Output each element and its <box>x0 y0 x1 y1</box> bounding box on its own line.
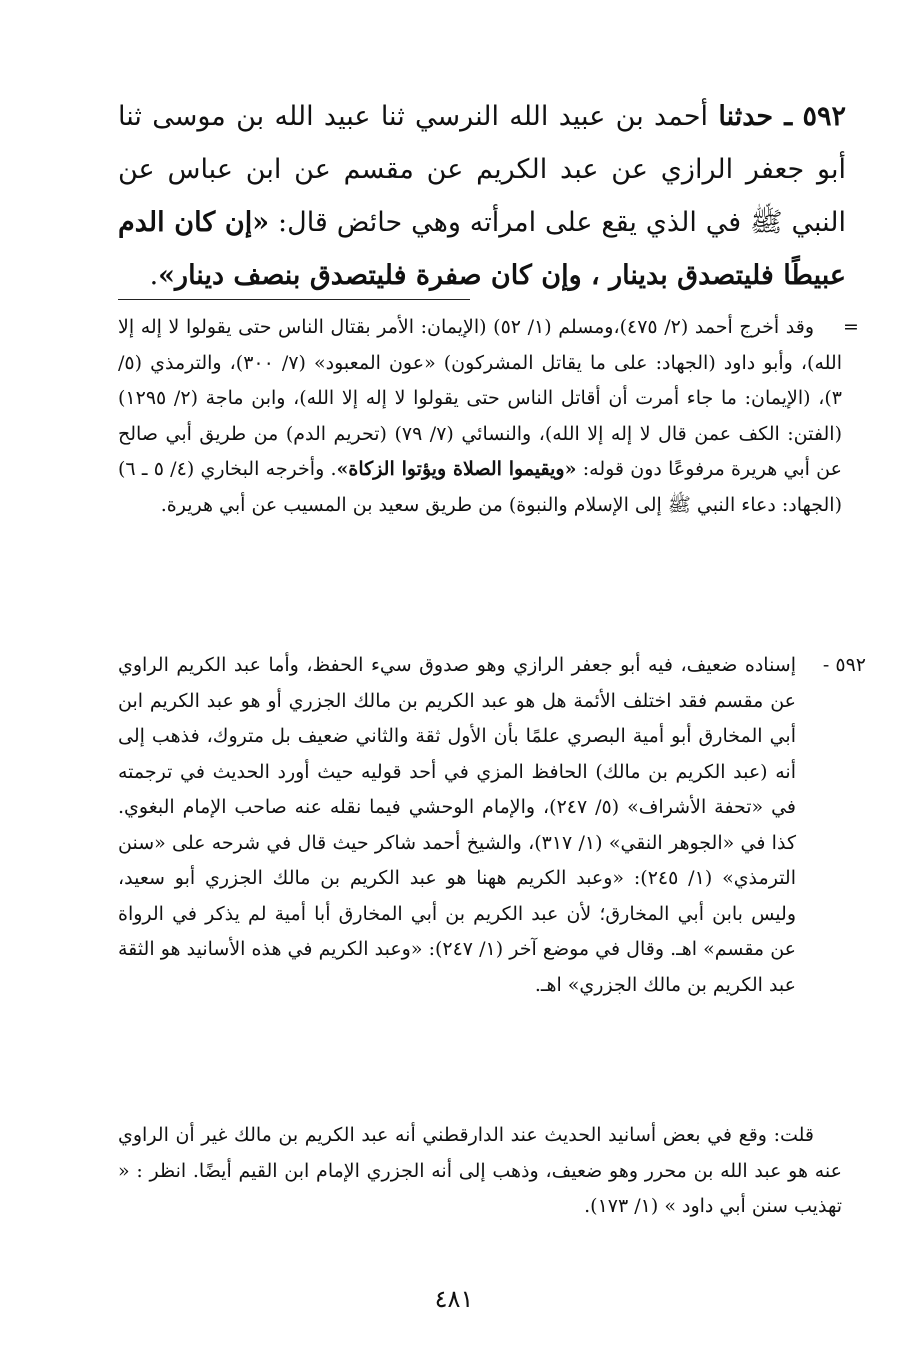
footnote-comment <box>118 1118 842 1225</box>
hadith-end: . <box>149 260 159 291</box>
page-number: ٤٨١ <box>434 1285 474 1313</box>
footnote-continuation <box>118 310 859 523</box>
hadith-number: ٥٩٢ <box>802 101 846 132</box>
continuation-text-2: . وأخرجه البخاري (٤/ ٥ ـ ٦) (الجهاد: دعاء النبي ﷺ إلى الإسلام والنبوة) من طريق سعيد بن المسيب عن أبي هريرة. <box>118 458 842 516</box>
continuation-text-1: وقد أخرج أحمد (٢/ ٤٧٥)،ومسلم (١/ ٥٢) (الإيمان: الأمر بقتال الناس حتى يقولوا لا إله إلا الله)، وأبو داود (الجهاد: على ما يقاتل المشركون) «عون المعبود» (٧/ ٣٠٠)، والترمذي (٥/ ٣)، (الإيمان: ما جاء أمرت أن أقاتل الناس حتى يقولوا لا إله إلا الله)، وابن ماجة (٢/ ١٢٩٥) (الفتن: الكف عمن قال لا إله إلا الله)، والنسائي (٧/ ٧٩) (تحريم الدم) من طريق أبي صالح عن أبي هريرة مرفوعًا دون قوله: <box>118 316 842 480</box>
hadith-text <box>118 90 846 302</box>
footnote-divider <box>118 299 470 300</box>
hadith-matn: «إن كان الدم عبيطًا فليتصدق بدينار ، وإن كان صفرة فليتصدق بنصف دينار» <box>118 207 846 291</box>
hadith-isnad: أحمد بن عبيد الله النرسي ثنا عبيد الله بن موسى ثنا أبو جعفر الرازي عن عبد الكريم عن مقسم عن ابن عباس عن النبي ﷺ في الذي يقع على امرأته وهي حائض قال: <box>118 101 846 238</box>
footnote-text: إسناده ضعيف، فيه أبو جعفر الرازي وهو صدوق سيء الحفظ، وأما عبد الكريم الراوي عن مقسم فقد اختلف الأئمة هل هو عبد الكريم بن مالك الجزري أو هو عبد الكريم ابن أبي المخارق أبو أمية البصري علمًا بأن الأول ثقة والثاني ضعيف بل متروك، فذهب إلى أنه (عبد الكريم بن مالك) الحافظ المزي في أحد قوليه حيث أورد الحديث في ترجمته في «تحفة الأشراف» (٥/ ٢٤٧)، والإمام الوحشي فيما نقله عنه صاحب الإمام البغوي. كذا في «الجوهر النقي» (١/ ٣١٧)، والشيخ أحمد شاكر حيث قال في شرحه على «سنن الترمذي» (١/ ٢٤٥): «وعبد الكريم ههنا هو عبد الكريم بن مالك الجزري أبو سعيد، وليس بابن أبي المخارق؛ لأن عبد الكريم بن أبي المخارق أبا أمية لم يذكر في الرواة عن مقسم» اهـ. وقال في موضع آخر (١/ ٢٤٧): «وعبد الكريم في هذه الأسانيد هو الثقة عبد الكريم بن مالك الجزري» اهـ. <box>118 654 797 996</box>
narration-intro: ـ حدثنا <box>718 101 793 132</box>
continuation-marker: = <box>843 316 859 338</box>
footnote-592 <box>118 648 866 1003</box>
comment-text: قلت: وقع في بعض أسانيد الحديث عند الدارقطني أنه عبد الكريم بن مالك غير أن الراوي عنه هو عبد الله بن محرر وهو ضعيف، وذهب إلى أنه الجزري الإمام ابن القيم أيضًا. انظر : « تهذيب سنن أبي داود » (١/ ١٧٣). <box>118 1124 842 1217</box>
continuation-bold: «ويقيموا الصلاة ويؤتوا الزكاة» <box>336 458 577 480</box>
footnote-number: ٥٩٢ - <box>822 654 866 676</box>
